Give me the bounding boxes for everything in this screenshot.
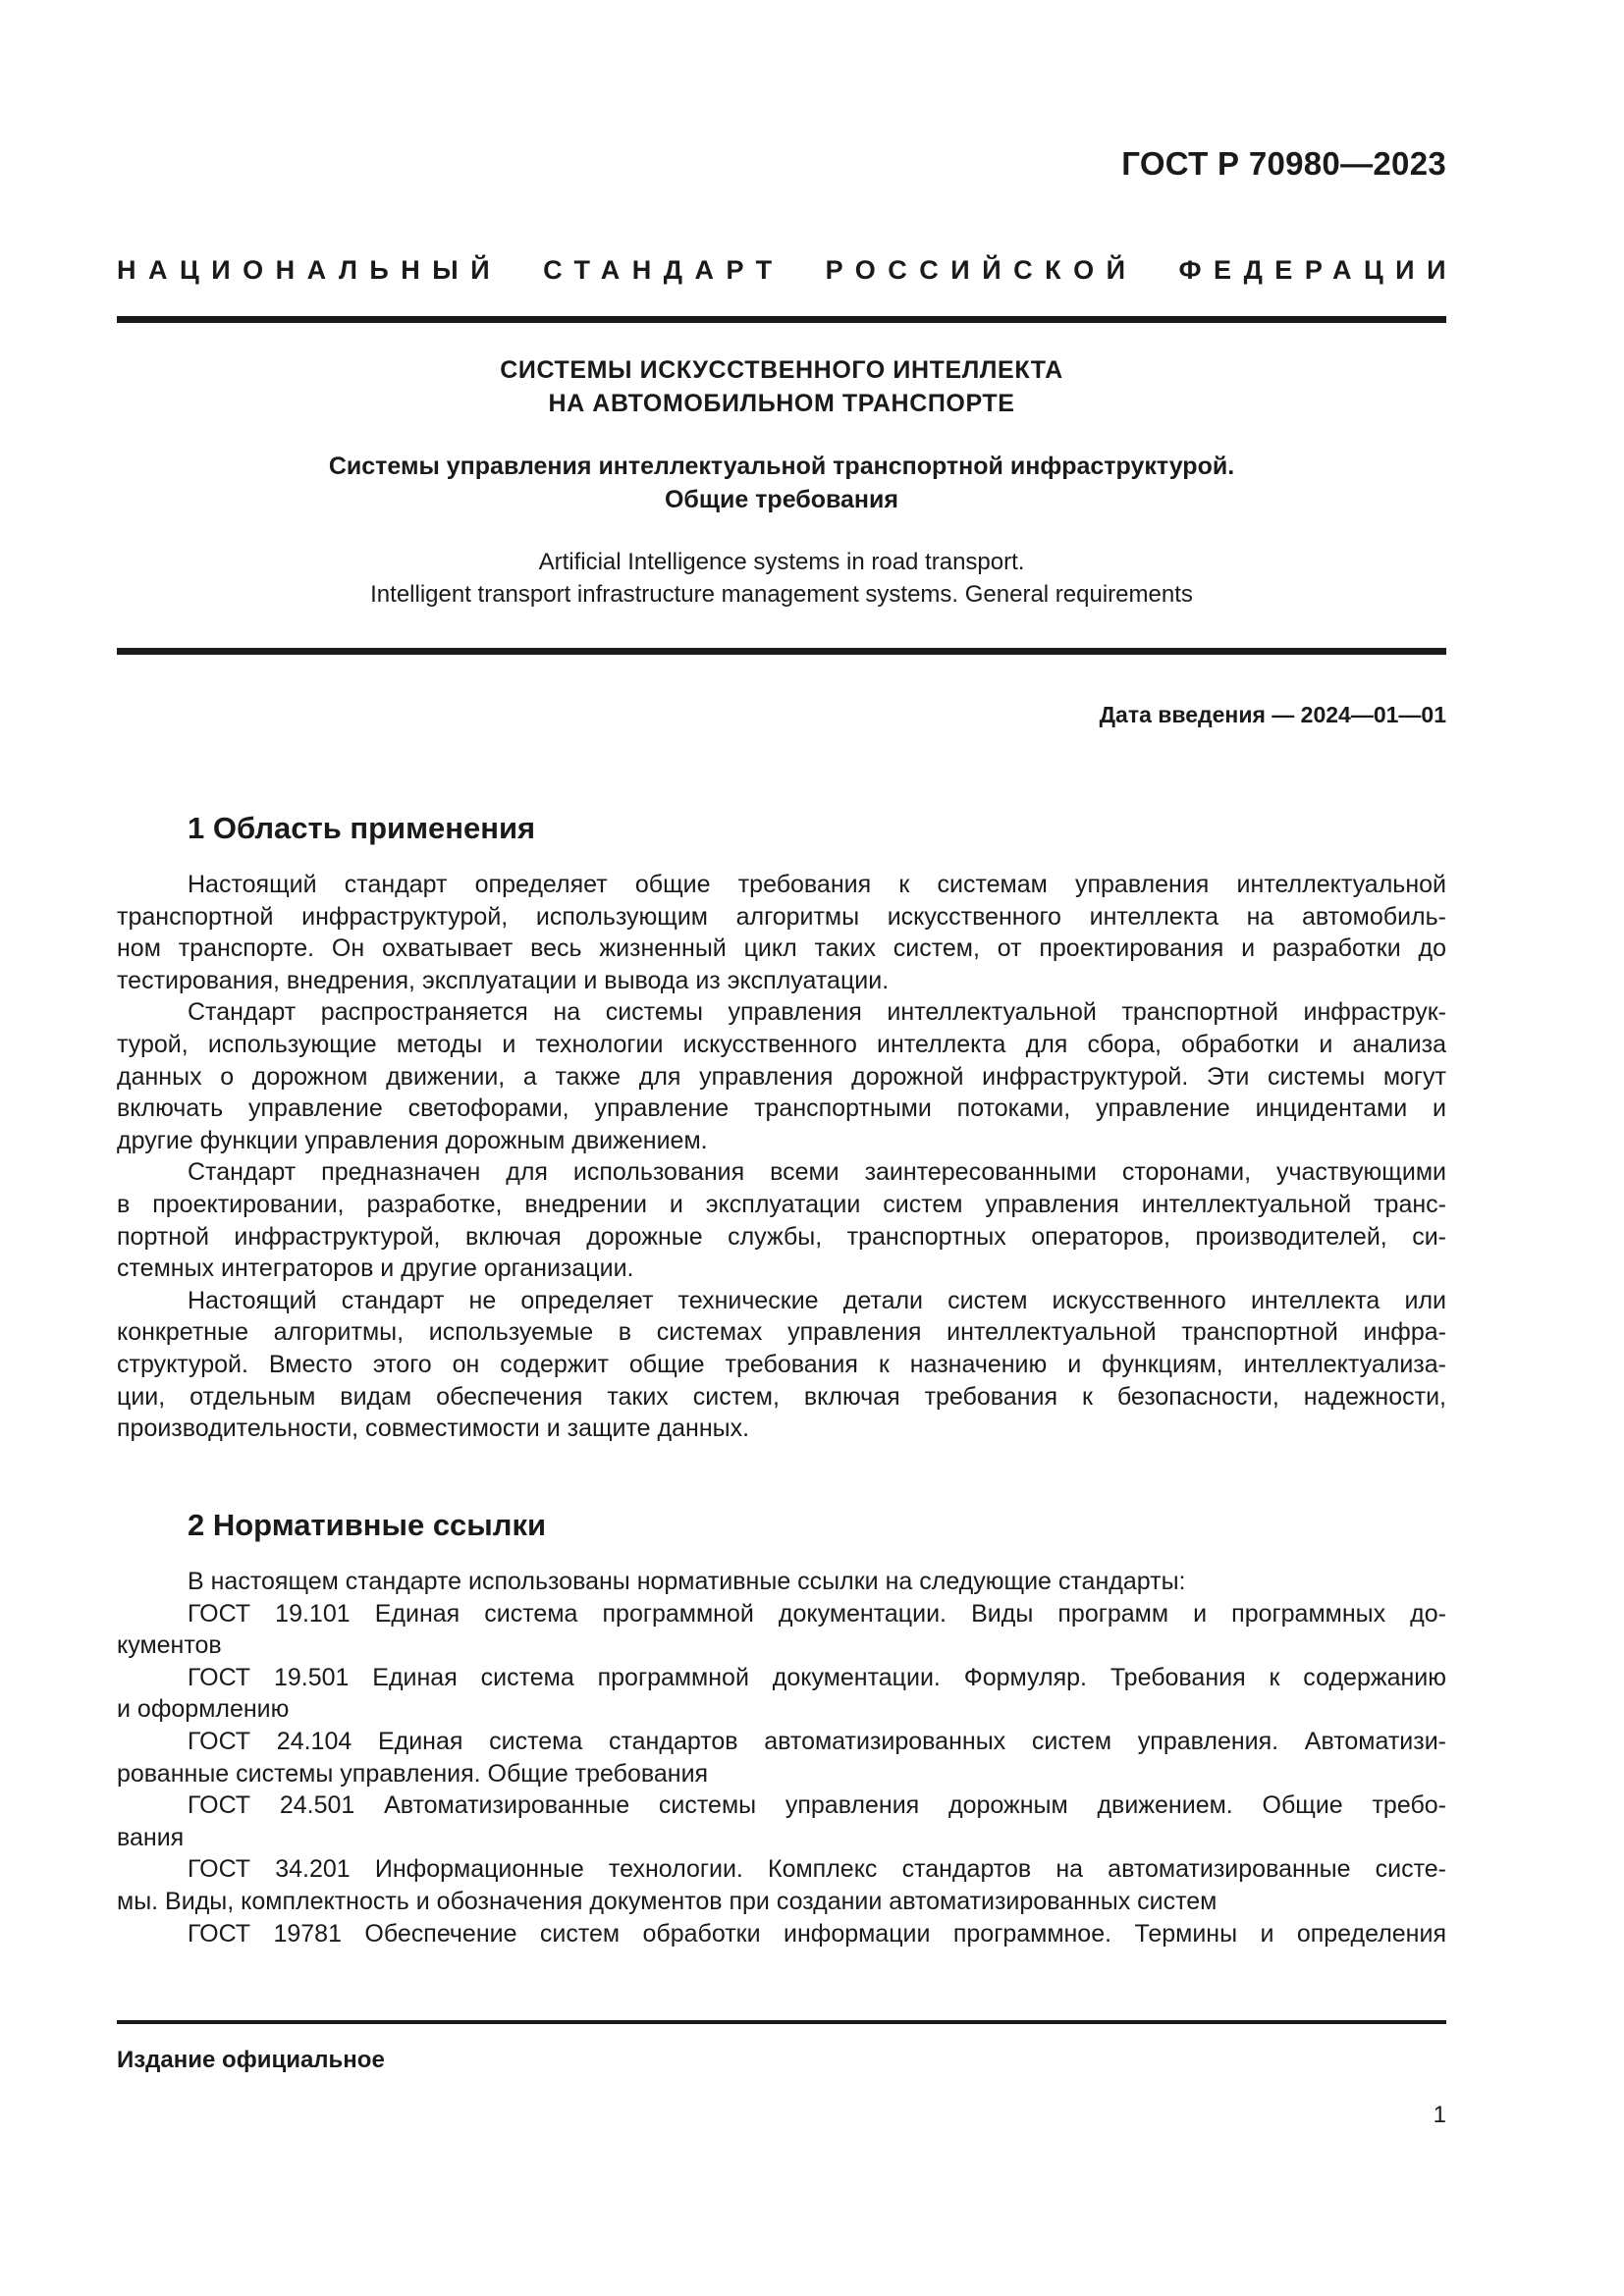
- document-subtitle: [117, 450, 1446, 516]
- text-line: вания: [117, 1823, 185, 1851]
- title-divider: [117, 648, 1446, 655]
- page-number: 1: [1433, 2102, 1446, 2128]
- title-line: СИСТЕМЫ ИСКУССТВЕННОГО ИНТЕЛЛЕКТА: [500, 356, 1063, 384]
- text-line: тестирования, внедрения, эксплуатации и вывода из эксплуатации.: [117, 966, 890, 994]
- text-line: мы. Виды, комплектность и обозначения документов при создании автоматизированных систем: [117, 1887, 1218, 1915]
- section-2-body: [117, 1566, 1446, 1949]
- english-title-line: Intelligent transport infrastructure management systems. General requirements: [370, 581, 1193, 608]
- text-line: В настоящем стандарте использованы нормативные ссылки на следующие стандарты:: [188, 1568, 1186, 1595]
- text-line: Настоящий стандарт определяет общие требования к системам управления интеллектуальной: [188, 871, 1446, 898]
- section-1-body: [117, 869, 1446, 1445]
- banner-word: РОССИЙСКОЙ: [825, 255, 1138, 285]
- text-line: стемных интеграторов и другие организации.: [117, 1255, 634, 1283]
- text-line: транспортной инфраструктурой, использующим алгоритмы искусственного интеллекта на автомобиль-: [117, 902, 1446, 931]
- text-line: включать управление светофорами, управление транспортными потоками, управление инцидентами и: [117, 1095, 1446, 1123]
- text-line: ГОСТ 19.501 Единая система программной документации. Формуляр. Требования к содержанию: [188, 1663, 1446, 1691]
- document-title: [117, 353, 1446, 420]
- top-divider: [117, 316, 1446, 323]
- text-line: ции, отдельным видам обеспечения таких систем, включая требования к безопасности, надежности,: [117, 1382, 1446, 1411]
- section-2-heading: 2 Нормативные ссылки: [188, 1508, 547, 1542]
- text-line: ном транспорте. Он охватывает весь жизненный цикл таких систем, от проектирования и разработки до: [117, 934, 1446, 963]
- text-line: кументов: [117, 1631, 222, 1660]
- banner-word: НАЦИОНАЛЬНЫЙ: [117, 255, 503, 285]
- title-block: [117, 353, 1446, 611]
- text-line: ГОСТ 19.101 Единая система программной документации. Виды программ и программных до-: [188, 1599, 1446, 1628]
- text-line: и оформлению: [117, 1695, 290, 1724]
- text-line: другие функции управления дорожным движением.: [117, 1126, 708, 1154]
- official-edition-label: Издание официальное: [117, 2047, 385, 2073]
- text-line: производительности, совместимости и защите данных.: [117, 1415, 750, 1443]
- text-line: ГОСТ 24.501 Автоматизированные системы управления дорожным движением. Общие требо-: [188, 1791, 1446, 1820]
- text-line: структурой. Вместо этого он содержит общие требования к назначению и функциям, интеллектуализа-: [117, 1350, 1446, 1378]
- introduction-date: Дата введения — 2024—01—01: [1099, 702, 1446, 727]
- text-line: в проектировании, разработке, внедрении и эксплуатации систем управления интеллектуальной транс-: [117, 1190, 1446, 1218]
- subtitle-line: Системы управления интеллектуальной транспортной инфраструктурой.: [328, 453, 1235, 480]
- title-line: НА АВТОМОБИЛЬНОМ ТРАНСПОРТЕ: [548, 390, 1015, 417]
- text-line: рованные системы управления. Общие требования: [117, 1759, 709, 1788]
- national-standard-banner: [117, 255, 1458, 286]
- text-line: Стандарт предназначен для использования всеми заинтересованными сторонами, участвующими: [188, 1158, 1446, 1187]
- english-title-line: Artificial Intelligence systems in road transport.: [538, 549, 1025, 575]
- subtitle-line: Общие требования: [664, 486, 898, 513]
- text-line: турой, использующие методы и технологии искусственного интеллекта для сбора, обработки и анализа: [117, 1030, 1446, 1058]
- text-line: Стандарт распространяется на системы управления интеллектуальной транспортной инфраструк-: [188, 998, 1446, 1027]
- english-title: [117, 546, 1446, 611]
- text-line: портной инфраструктурой, включая дорожные службы, транспортных операторов, производителей, си-: [117, 1222, 1446, 1251]
- banner-word: СТАНДАРТ: [543, 255, 785, 285]
- text-line: ГОСТ 34.201 Информационные технологии. Комплекс стандартов на автоматизированные систе-: [188, 1855, 1446, 1884]
- text-line: конкретные алгоритмы, используемые в системах управления интеллектуальной транспортной инфра-: [117, 1318, 1446, 1347]
- banner-word: ФЕДЕРАЦИИ: [1178, 255, 1458, 285]
- standard-code: ГОСТ Р 70980—2023: [1121, 145, 1446, 182]
- text-line: Настоящий стандарт не определяет технические детали систем искусственного интеллекта или: [188, 1286, 1446, 1314]
- text-line: ГОСТ 19781 Обеспечение систем обработки информации программное. Термины и определения: [188, 1919, 1446, 1948]
- footer-divider: [117, 2020, 1446, 2024]
- text-line: данных о дорожном движении, а также для управления дорожной инфраструктурой. Эти системы могут: [117, 1062, 1446, 1091]
- text-line: ГОСТ 24.104 Единая система стандартов автоматизированных систем управления. Автоматизи-: [188, 1727, 1446, 1755]
- section-1-heading: 1 Область применения: [188, 811, 536, 845]
